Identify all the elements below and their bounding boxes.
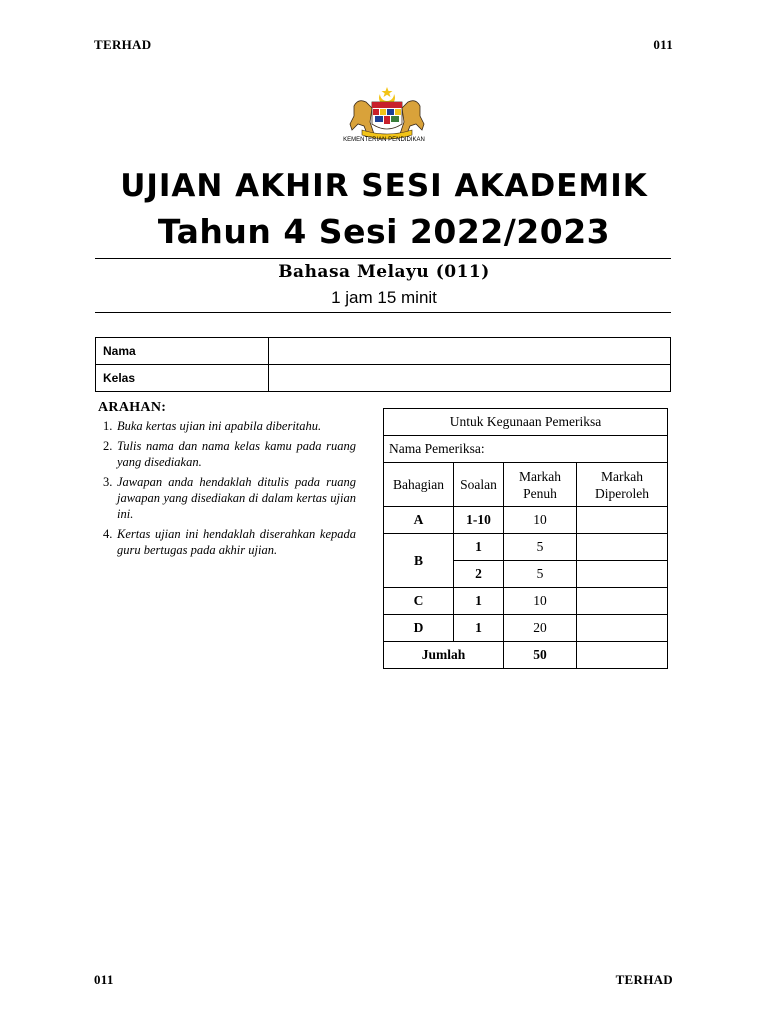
table-row [384,507,668,534]
exam-title: UJIAN AKHIR SESI AKADEMIK [120,168,648,204]
markah-penuh-cell: 5 [504,534,577,561]
bahagian-cell: B [384,534,454,588]
examiner-table [383,408,668,669]
item-number: 2. [103,439,113,453]
divider-top [95,258,671,259]
bahagian-cell: D [384,615,454,642]
table-row [384,409,668,436]
markah-diperoleh-cell[interactable] [577,534,668,561]
total-value: 50 [504,642,577,669]
subject-title: Bahasa Melayu (011) [278,262,490,282]
list-item [103,474,356,522]
item-number: 3. [103,475,113,489]
markah-penuh-cell: 10 [504,507,577,534]
table-row [96,338,671,365]
soalan-cell: 1 [454,615,504,642]
column-header-markah-diperoleh: Markah Diperoleh [577,463,668,507]
markah-penuh-cell: 10 [504,588,577,615]
soalan-cell: 1 [454,534,504,561]
name-field[interactable] [269,338,671,365]
logo-caption: KEMENTERIAN PENDIDIKAN [343,137,425,143]
markah-diperoleh-cell[interactable] [577,615,668,642]
exam-year-session: Tahun 4 Sesi 2022/2023 [157,212,611,251]
class-label: Kelas [96,365,269,392]
total-diperoleh-cell[interactable] [577,642,668,669]
soalan-cell: 2 [454,561,504,588]
list-item [103,526,356,558]
name-label: Nama [96,338,269,365]
markah-diperoleh-cell[interactable] [577,561,668,588]
bahagian-cell: A [384,507,454,534]
header-right-text: 011 [653,37,673,52]
item-text: Buka kertas ujian ini apabila diberitahu. [117,419,322,433]
column-header-soalan: Soalan [454,463,504,507]
footer-right-text: TERHAD [615,972,673,987]
student-info-table [95,337,671,392]
item-number: 1. [103,419,113,433]
class-field[interactable] [269,365,671,392]
markah-diperoleh-cell[interactable] [577,588,668,615]
column-header-bahagian: Bahagian [384,463,454,507]
soalan-cell: 1-10 [454,507,504,534]
list-item [103,438,356,470]
instructions-list [103,418,356,562]
table-row [384,588,668,615]
item-text: Tulis nama dan nama kelas kamu pada ruang yang disediakan. [117,439,356,469]
header-left-text: TERHAD [94,37,152,52]
table-row [384,615,668,642]
exam-duration: 1 jam 15 minit [331,288,437,307]
table-row [384,642,668,669]
markah-penuh-cell: 20 [504,615,577,642]
divider-bottom [95,312,671,313]
total-label: Jumlah [384,642,504,669]
table-header-row [384,463,668,507]
column-header-markah-penuh: Markah Penuh [504,463,577,507]
item-text: Jawapan anda hendaklah ditulis pada ruang jawapan yang disediakan di dalam kertas ujian ini. [117,475,356,521]
markah-diperoleh-cell[interactable] [577,507,668,534]
table-row [384,534,668,561]
item-number: 4. [103,527,113,541]
list-item [103,418,356,434]
bahagian-cell: C [384,588,454,615]
table-row [384,436,668,463]
item-text: Kertas ujian ini hendaklah diserahkan kepada guru bertugas pada akhir ujian. [117,527,356,557]
footer-left-text: 011 [94,972,114,987]
examiner-name-label[interactable]: Nama Pemeriksa: [384,436,668,463]
soalan-cell: 1 [454,588,504,615]
markah-penuh-cell: 5 [504,561,577,588]
instructions-heading: ARAHAN: [98,400,167,415]
table-row [96,365,671,392]
examiner-table-heading: Untuk Kegunaan Pemeriksa [384,409,668,436]
